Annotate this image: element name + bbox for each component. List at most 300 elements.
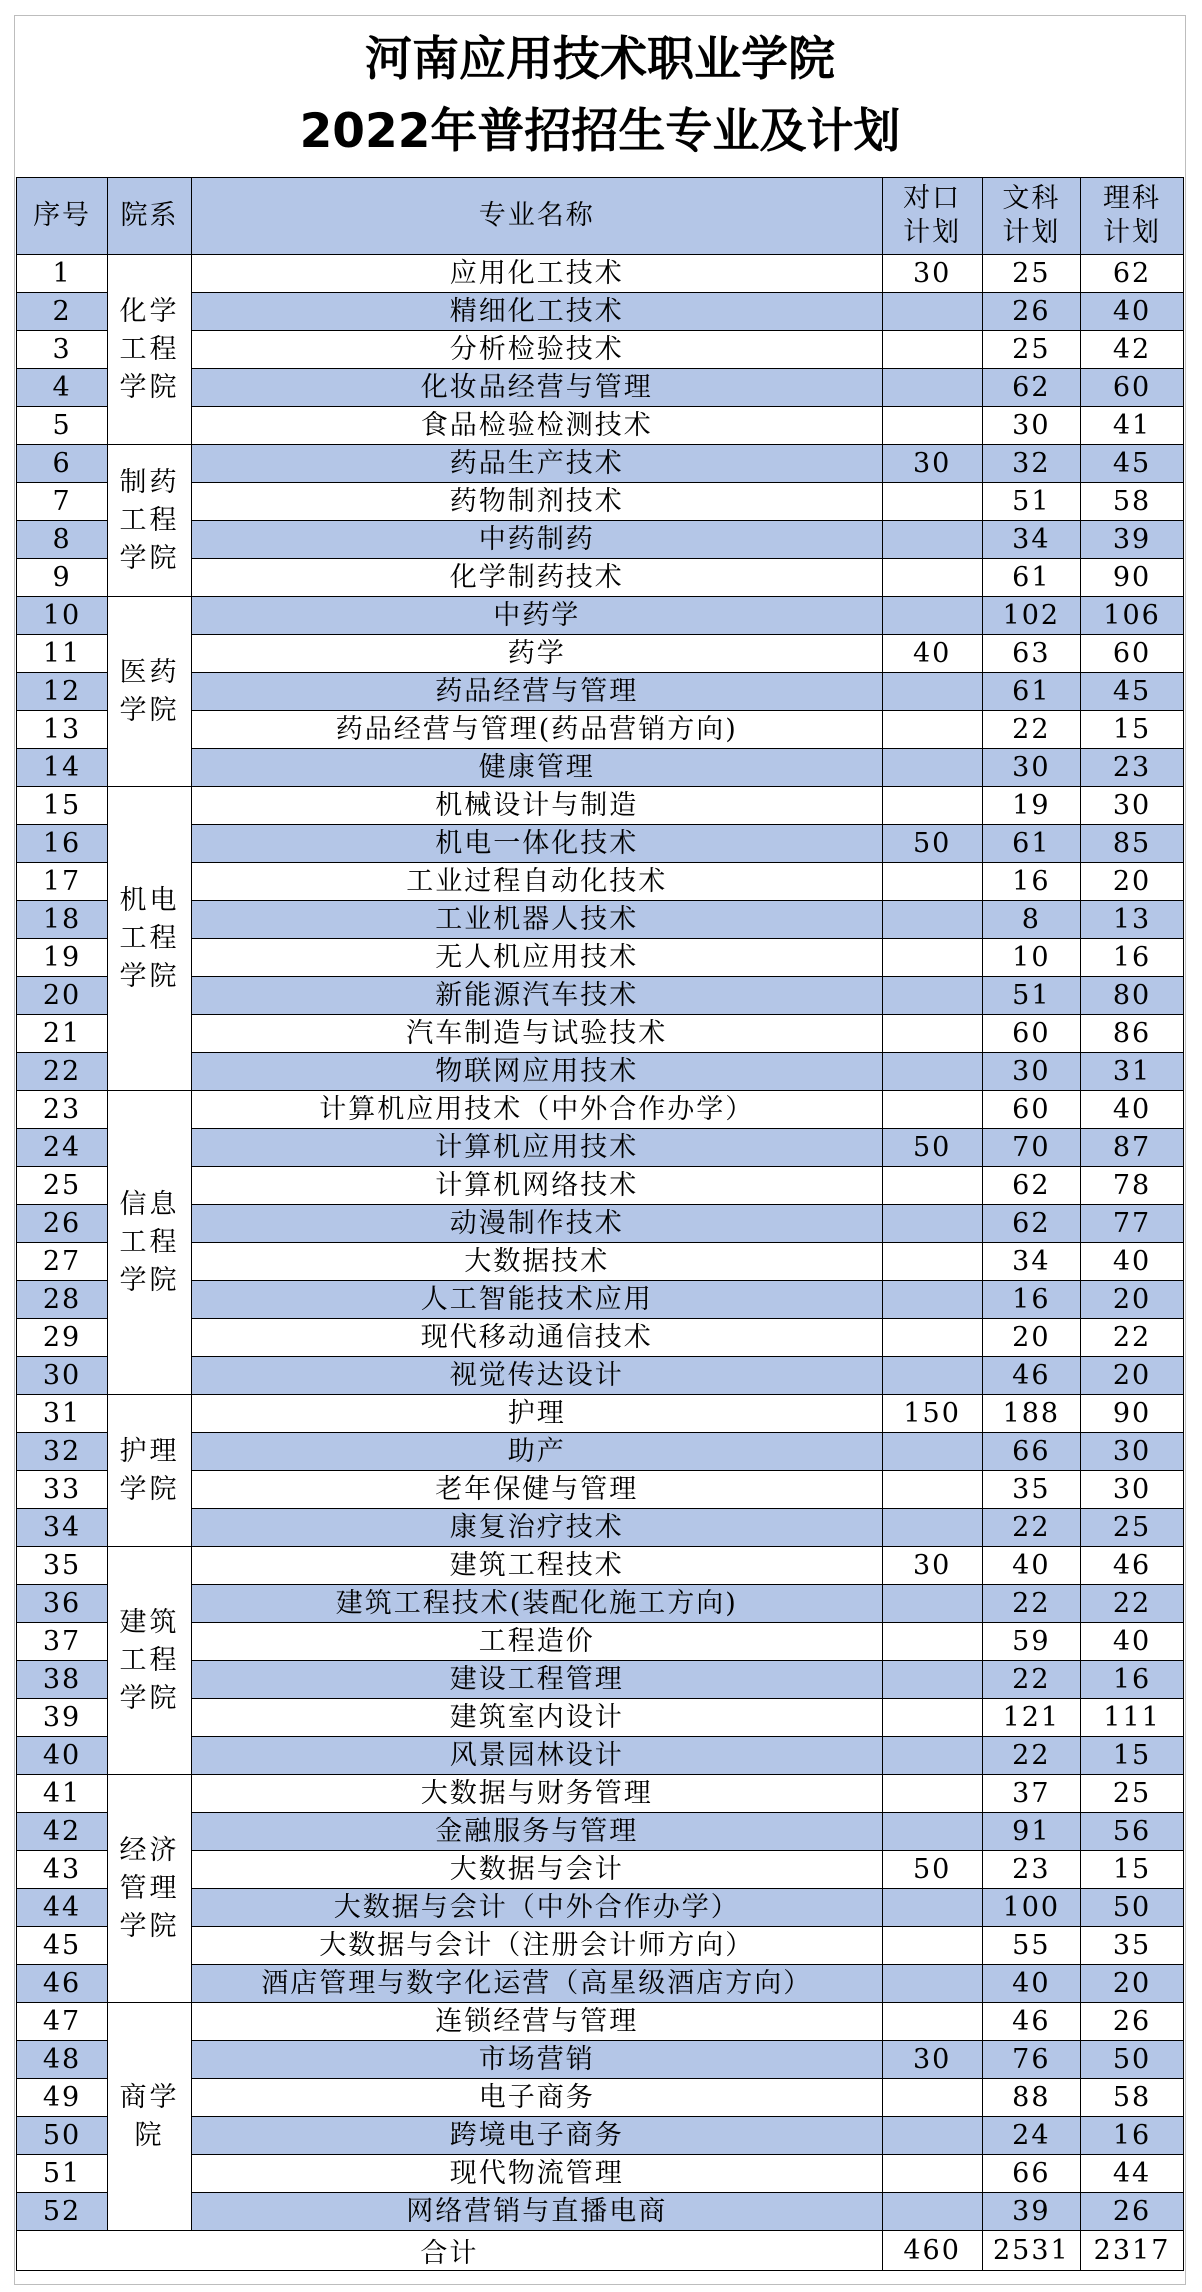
college-name-line: 工程 [119, 504, 180, 536]
duikou-cell [882, 1509, 982, 1547]
table-row [17, 1015, 1184, 1053]
wenke-cell: 62 [982, 1205, 1080, 1243]
table-row [17, 673, 1184, 711]
seq-cell: 34 [17, 1509, 108, 1547]
seq-cell: 39 [17, 1699, 108, 1737]
wenke-cell: 40 [982, 1547, 1080, 1585]
major-cell: 人工智能技术应用 [191, 1281, 882, 1319]
like-cell: 16 [1081, 939, 1184, 977]
table-row [17, 2193, 1184, 2231]
wenke-cell: 37 [982, 1775, 1080, 1813]
seq-cell: 5 [17, 407, 108, 445]
college-name-line: 工程 [119, 922, 180, 954]
table-row [17, 597, 1184, 635]
wenke-cell: 46 [982, 2003, 1080, 2041]
college-name-line: 学院 [119, 371, 180, 403]
wenke-cell: 62 [982, 1167, 1080, 1205]
like-cell: 44 [1081, 2155, 1184, 2193]
duikou-cell [882, 1965, 982, 2003]
table-row [17, 1547, 1184, 1585]
duikou-cell [882, 2193, 982, 2231]
like-cell: 30 [1081, 1433, 1184, 1471]
like-cell: 20 [1081, 1357, 1184, 1395]
major-cell: 中药学 [191, 597, 882, 635]
header-duikou [882, 178, 982, 255]
table-row [17, 1927, 1184, 1965]
table-row [17, 825, 1184, 863]
major-cell: 物联网应用技术 [191, 1053, 882, 1091]
seq-cell: 28 [17, 1281, 108, 1319]
table-row [17, 977, 1184, 1015]
table-row [17, 1319, 1184, 1357]
college-name-line: 学院 [119, 694, 180, 726]
duikou-cell [882, 597, 982, 635]
duikou-cell [882, 2079, 982, 2117]
college-name-line: 学院 [119, 960, 180, 992]
major-cell: 无人机应用技术 [191, 939, 882, 977]
table-row [17, 2041, 1184, 2079]
total-row [17, 2231, 1184, 2271]
like-cell: 46 [1081, 1547, 1184, 1585]
duikou-cell [882, 939, 982, 977]
like-cell: 40 [1081, 293, 1184, 331]
wenke-cell: 60 [982, 1091, 1080, 1129]
major-cell: 新能源汽车技术 [191, 977, 882, 1015]
wenke-cell: 34 [982, 1243, 1080, 1281]
duikou-cell [882, 1661, 982, 1699]
seq-cell: 40 [17, 1737, 108, 1775]
like-cell: 50 [1081, 2041, 1184, 2079]
duikou-cell: 50 [882, 1851, 982, 1889]
duikou-cell [882, 1927, 982, 1965]
major-cell: 康复治疗技术 [191, 1509, 882, 1547]
duikou-cell [882, 331, 982, 369]
seq-cell: 10 [17, 597, 108, 635]
major-cell: 大数据技术 [191, 1243, 882, 1281]
seq-cell: 6 [17, 445, 108, 483]
table-row [17, 1167, 1184, 1205]
duikou-cell [882, 1737, 982, 1775]
like-cell: 60 [1081, 635, 1184, 673]
table-row [17, 369, 1184, 407]
wenke-cell: 51 [982, 977, 1080, 1015]
major-cell: 化妆品经营与管理 [191, 369, 882, 407]
wenke-cell: 76 [982, 2041, 1080, 2079]
duikou-cell [882, 977, 982, 1015]
table-row [17, 863, 1184, 901]
seq-cell: 38 [17, 1661, 108, 1699]
table-row [17, 1813, 1184, 1851]
duikou-cell [882, 901, 982, 939]
like-cell: 22 [1081, 1319, 1184, 1357]
wenke-cell: 24 [982, 2117, 1080, 2155]
like-cell: 60 [1081, 369, 1184, 407]
college-cell [108, 2003, 192, 2231]
seq-cell: 49 [17, 2079, 108, 2117]
table-row [17, 521, 1184, 559]
wenke-cell: 70 [982, 1129, 1080, 1167]
header-like-line1: 理科 [1103, 183, 1162, 214]
total-like: 2317 [1081, 2231, 1184, 2271]
duikou-cell [882, 1433, 982, 1471]
like-cell: 85 [1081, 825, 1184, 863]
admission-plan-table [16, 177, 1184, 2271]
like-cell: 58 [1081, 483, 1184, 521]
seq-cell: 33 [17, 1471, 108, 1509]
like-cell: 40 [1081, 1243, 1184, 1281]
duikou-cell: 30 [882, 445, 982, 483]
like-cell: 16 [1081, 1661, 1184, 1699]
college-cell [108, 255, 192, 445]
major-cell: 风景园林设计 [191, 1737, 882, 1775]
major-cell: 计算机应用技术（中外合作办学） [191, 1091, 882, 1129]
major-cell: 电子商务 [191, 2079, 882, 2117]
college-cell [108, 1547, 192, 1775]
table-row [17, 1471, 1184, 1509]
table-row [17, 407, 1184, 445]
table-row [17, 483, 1184, 521]
total-label: 合计 [17, 2231, 883, 2271]
seq-cell: 9 [17, 559, 108, 597]
wenke-cell: 102 [982, 597, 1080, 635]
wenke-cell: 66 [982, 2155, 1080, 2193]
table-body [17, 255, 1184, 2231]
table-row [17, 445, 1184, 483]
seq-cell: 20 [17, 977, 108, 1015]
major-cell: 大数据与财务管理 [191, 1775, 882, 1813]
table-row [17, 1699, 1184, 1737]
major-cell: 老年保健与管理 [191, 1471, 882, 1509]
major-cell: 机械设计与制造 [191, 787, 882, 825]
duikou-cell [882, 1167, 982, 1205]
header-wenke [982, 178, 1080, 255]
table-row [17, 2003, 1184, 2041]
like-cell: 45 [1081, 445, 1184, 483]
college-cell [108, 1775, 192, 2003]
header-wenke-line1: 文科 [1002, 183, 1061, 214]
wenke-cell: 10 [982, 939, 1080, 977]
like-cell: 80 [1081, 977, 1184, 1015]
major-cell: 机电一体化技术 [191, 825, 882, 863]
college-name-line: 管理 [119, 1872, 180, 1904]
table-row [17, 787, 1184, 825]
header-like-line2: 计划 [1103, 217, 1162, 248]
wenke-cell: 25 [982, 331, 1080, 369]
like-cell: 62 [1081, 255, 1184, 293]
header-seq: 序号 [17, 178, 108, 255]
major-cell: 药学 [191, 635, 882, 673]
like-cell: 30 [1081, 1471, 1184, 1509]
major-cell: 工程造价 [191, 1623, 882, 1661]
major-cell: 应用化工技术 [191, 255, 882, 293]
like-cell: 90 [1081, 559, 1184, 597]
duikou-cell: 30 [882, 1547, 982, 1585]
like-cell: 26 [1081, 2003, 1184, 2041]
table-row [17, 1585, 1184, 1623]
duikou-cell [882, 407, 982, 445]
seq-cell: 14 [17, 749, 108, 787]
duikou-cell [882, 483, 982, 521]
seq-cell: 11 [17, 635, 108, 673]
major-cell: 助产 [191, 1433, 882, 1471]
seq-cell: 26 [17, 1205, 108, 1243]
major-cell: 现代移动通信技术 [191, 1319, 882, 1357]
seq-cell: 51 [17, 2155, 108, 2193]
seq-cell: 23 [17, 1091, 108, 1129]
like-cell: 22 [1081, 1585, 1184, 1623]
like-cell: 13 [1081, 901, 1184, 939]
seq-cell: 19 [17, 939, 108, 977]
wenke-cell: 22 [982, 1585, 1080, 1623]
wenke-cell: 26 [982, 293, 1080, 331]
total-wenke: 2531 [982, 2231, 1080, 2271]
seq-cell: 43 [17, 1851, 108, 1889]
wenke-cell: 55 [982, 1927, 1080, 1965]
seq-cell: 4 [17, 369, 108, 407]
duikou-cell [882, 521, 982, 559]
table-row [17, 2079, 1184, 2117]
seq-cell: 16 [17, 825, 108, 863]
seq-cell: 30 [17, 1357, 108, 1395]
seq-cell: 45 [17, 1927, 108, 1965]
like-cell: 56 [1081, 1813, 1184, 1851]
major-cell: 精细化工技术 [191, 293, 882, 331]
seq-cell: 25 [17, 1167, 108, 1205]
major-cell: 建设工程管理 [191, 1661, 882, 1699]
wenke-cell: 25 [982, 255, 1080, 293]
table-header-row [17, 178, 1184, 255]
like-cell: 20 [1081, 863, 1184, 901]
table-row [17, 1509, 1184, 1547]
like-cell: 25 [1081, 1775, 1184, 1813]
seq-cell: 52 [17, 2193, 108, 2231]
duikou-cell [882, 1357, 982, 1395]
seq-cell: 2 [17, 293, 108, 331]
wenke-cell: 63 [982, 635, 1080, 673]
seq-cell: 46 [17, 1965, 108, 2003]
table-row [17, 255, 1184, 293]
table-row [17, 1889, 1184, 1927]
wenke-cell: 16 [982, 1281, 1080, 1319]
like-cell: 50 [1081, 1889, 1184, 1927]
college-name-line: 护理 [119, 1435, 180, 1467]
duikou-cell [882, 1813, 982, 1851]
total-duikou: 460 [882, 2231, 982, 2271]
major-cell: 市场营销 [191, 2041, 882, 2079]
table-row [17, 939, 1184, 977]
college-name-line: 院 [134, 2119, 165, 2151]
like-cell: 30 [1081, 787, 1184, 825]
wenke-cell: 62 [982, 369, 1080, 407]
college-name-line: 制药 [119, 466, 180, 498]
duikou-cell [882, 1281, 982, 1319]
wenke-cell: 34 [982, 521, 1080, 559]
table-row [17, 1395, 1184, 1433]
wenke-cell: 22 [982, 711, 1080, 749]
major-cell: 现代物流管理 [191, 2155, 882, 2193]
seq-cell: 22 [17, 1053, 108, 1091]
college-name-line: 信息 [119, 1188, 180, 1220]
wenke-cell: 32 [982, 445, 1080, 483]
table-row [17, 1281, 1184, 1319]
like-cell: 15 [1081, 711, 1184, 749]
major-cell: 连锁经营与管理 [191, 2003, 882, 2041]
college-cell [108, 445, 192, 597]
wenke-cell: 22 [982, 1737, 1080, 1775]
table-row [17, 1053, 1184, 1091]
duikou-cell: 30 [882, 255, 982, 293]
header-like [1081, 178, 1184, 255]
major-cell: 工业机器人技术 [191, 901, 882, 939]
seq-cell: 1 [17, 255, 108, 293]
college-name-line: 经济 [119, 1834, 180, 1866]
like-cell: 15 [1081, 1851, 1184, 1889]
major-cell: 视觉传达设计 [191, 1357, 882, 1395]
seq-cell: 44 [17, 1889, 108, 1927]
duikou-cell [882, 1775, 982, 1813]
wenke-cell: 40 [982, 1965, 1080, 2003]
major-cell: 大数据与会计（注册会计师方向） [191, 1927, 882, 1965]
wenke-cell: 22 [982, 1509, 1080, 1547]
table-row [17, 1965, 1184, 2003]
seq-cell: 18 [17, 901, 108, 939]
major-cell: 分析检验技术 [191, 331, 882, 369]
college-cell [108, 1395, 192, 1547]
wenke-cell: 66 [982, 1433, 1080, 1471]
major-cell: 药品经营与管理(药品营销方向) [191, 711, 882, 749]
page-title [15, 16, 1185, 176]
college-name-line: 工程 [119, 333, 180, 365]
like-cell: 78 [1081, 1167, 1184, 1205]
major-cell: 中药制药 [191, 521, 882, 559]
wenke-cell: 60 [982, 1015, 1080, 1053]
duikou-cell [882, 863, 982, 901]
seq-cell: 8 [17, 521, 108, 559]
like-cell: 40 [1081, 1091, 1184, 1129]
duikou-cell [882, 787, 982, 825]
seq-cell: 12 [17, 673, 108, 711]
major-cell: 酒店管理与数字化运营（高星级酒店方向） [191, 1965, 882, 2003]
duikou-cell [882, 1091, 982, 1129]
wenke-cell: 61 [982, 673, 1080, 711]
seq-cell: 36 [17, 1585, 108, 1623]
like-cell: 58 [1081, 2079, 1184, 2117]
seq-cell: 7 [17, 483, 108, 521]
seq-cell: 42 [17, 1813, 108, 1851]
seq-cell: 35 [17, 1547, 108, 1585]
seq-cell: 17 [17, 863, 108, 901]
college-name-line: 工程 [119, 1644, 180, 1676]
wenke-cell: 23 [982, 1851, 1080, 1889]
table-row [17, 1357, 1184, 1395]
major-cell: 汽车制造与试验技术 [191, 1015, 882, 1053]
college-name-line: 学院 [119, 1910, 180, 1942]
duikou-cell: 30 [882, 2041, 982, 2079]
duikou-cell [882, 1243, 982, 1281]
like-cell: 87 [1081, 1129, 1184, 1167]
like-cell: 77 [1081, 1205, 1184, 1243]
wenke-cell: 91 [982, 1813, 1080, 1851]
major-cell: 大数据与会计（中外合作办学） [191, 1889, 882, 1927]
table-row [17, 559, 1184, 597]
like-cell: 106 [1081, 597, 1184, 635]
seq-cell: 27 [17, 1243, 108, 1281]
spreadsheet-sheet [14, 15, 1186, 2285]
duikou-cell [882, 1889, 982, 1927]
college-name-line: 工程 [119, 1226, 180, 1258]
major-cell: 跨境电子商务 [191, 2117, 882, 2155]
major-cell: 建筑工程技术(装配化施工方向) [191, 1585, 882, 1623]
college-name-line: 医药 [119, 656, 180, 688]
table-row [17, 1129, 1184, 1167]
table-row [17, 1205, 1184, 1243]
like-cell: 15 [1081, 1737, 1184, 1775]
table-row [17, 1623, 1184, 1661]
duikou-cell [882, 673, 982, 711]
major-cell: 化学制药技术 [191, 559, 882, 597]
wenke-cell: 20 [982, 1319, 1080, 1357]
table-row [17, 635, 1184, 673]
table-row [17, 2117, 1184, 2155]
like-cell: 45 [1081, 673, 1184, 711]
duikou-cell [882, 1053, 982, 1091]
major-cell: 药品生产技术 [191, 445, 882, 483]
seq-cell: 41 [17, 1775, 108, 1813]
like-cell: 90 [1081, 1395, 1184, 1433]
duikou-cell: 40 [882, 635, 982, 673]
wenke-cell: 16 [982, 863, 1080, 901]
seq-cell: 32 [17, 1433, 108, 1471]
college-cell [108, 597, 192, 787]
college-name-line: 建筑 [119, 1606, 180, 1638]
table-row [17, 749, 1184, 787]
header-duikou-line1: 对口 [903, 183, 962, 214]
wenke-cell: 59 [982, 1623, 1080, 1661]
duikou-cell [882, 1699, 982, 1737]
seq-cell: 50 [17, 2117, 108, 2155]
seq-cell: 29 [17, 1319, 108, 1357]
major-cell: 网络营销与直播电商 [191, 2193, 882, 2231]
wenke-cell: 30 [982, 1053, 1080, 1091]
college-name-line: 学院 [119, 542, 180, 574]
major-cell: 金融服务与管理 [191, 1813, 882, 1851]
wenke-cell: 188 [982, 1395, 1080, 1433]
like-cell: 35 [1081, 1927, 1184, 1965]
like-cell: 31 [1081, 1053, 1184, 1091]
major-cell: 护理 [191, 1395, 882, 1433]
wenke-cell: 30 [982, 749, 1080, 787]
like-cell: 23 [1081, 749, 1184, 787]
table-row [17, 1091, 1184, 1129]
major-cell: 大数据与会计 [191, 1851, 882, 1889]
wenke-cell: 35 [982, 1471, 1080, 1509]
table-row [17, 293, 1184, 331]
header-duikou-line2: 计划 [903, 217, 962, 248]
wenke-cell: 39 [982, 2193, 1080, 2231]
college-name-line: 学院 [119, 1264, 180, 1296]
duikou-cell [882, 1205, 982, 1243]
wenke-cell: 61 [982, 825, 1080, 863]
table-row [17, 901, 1184, 939]
wenke-cell: 61 [982, 559, 1080, 597]
duikou-cell [882, 1623, 982, 1661]
like-cell: 86 [1081, 1015, 1184, 1053]
like-cell: 111 [1081, 1699, 1184, 1737]
duikou-cell [882, 2003, 982, 2041]
duikou-cell [882, 1319, 982, 1357]
major-cell: 建筑室内设计 [191, 1699, 882, 1737]
table-row [17, 331, 1184, 369]
